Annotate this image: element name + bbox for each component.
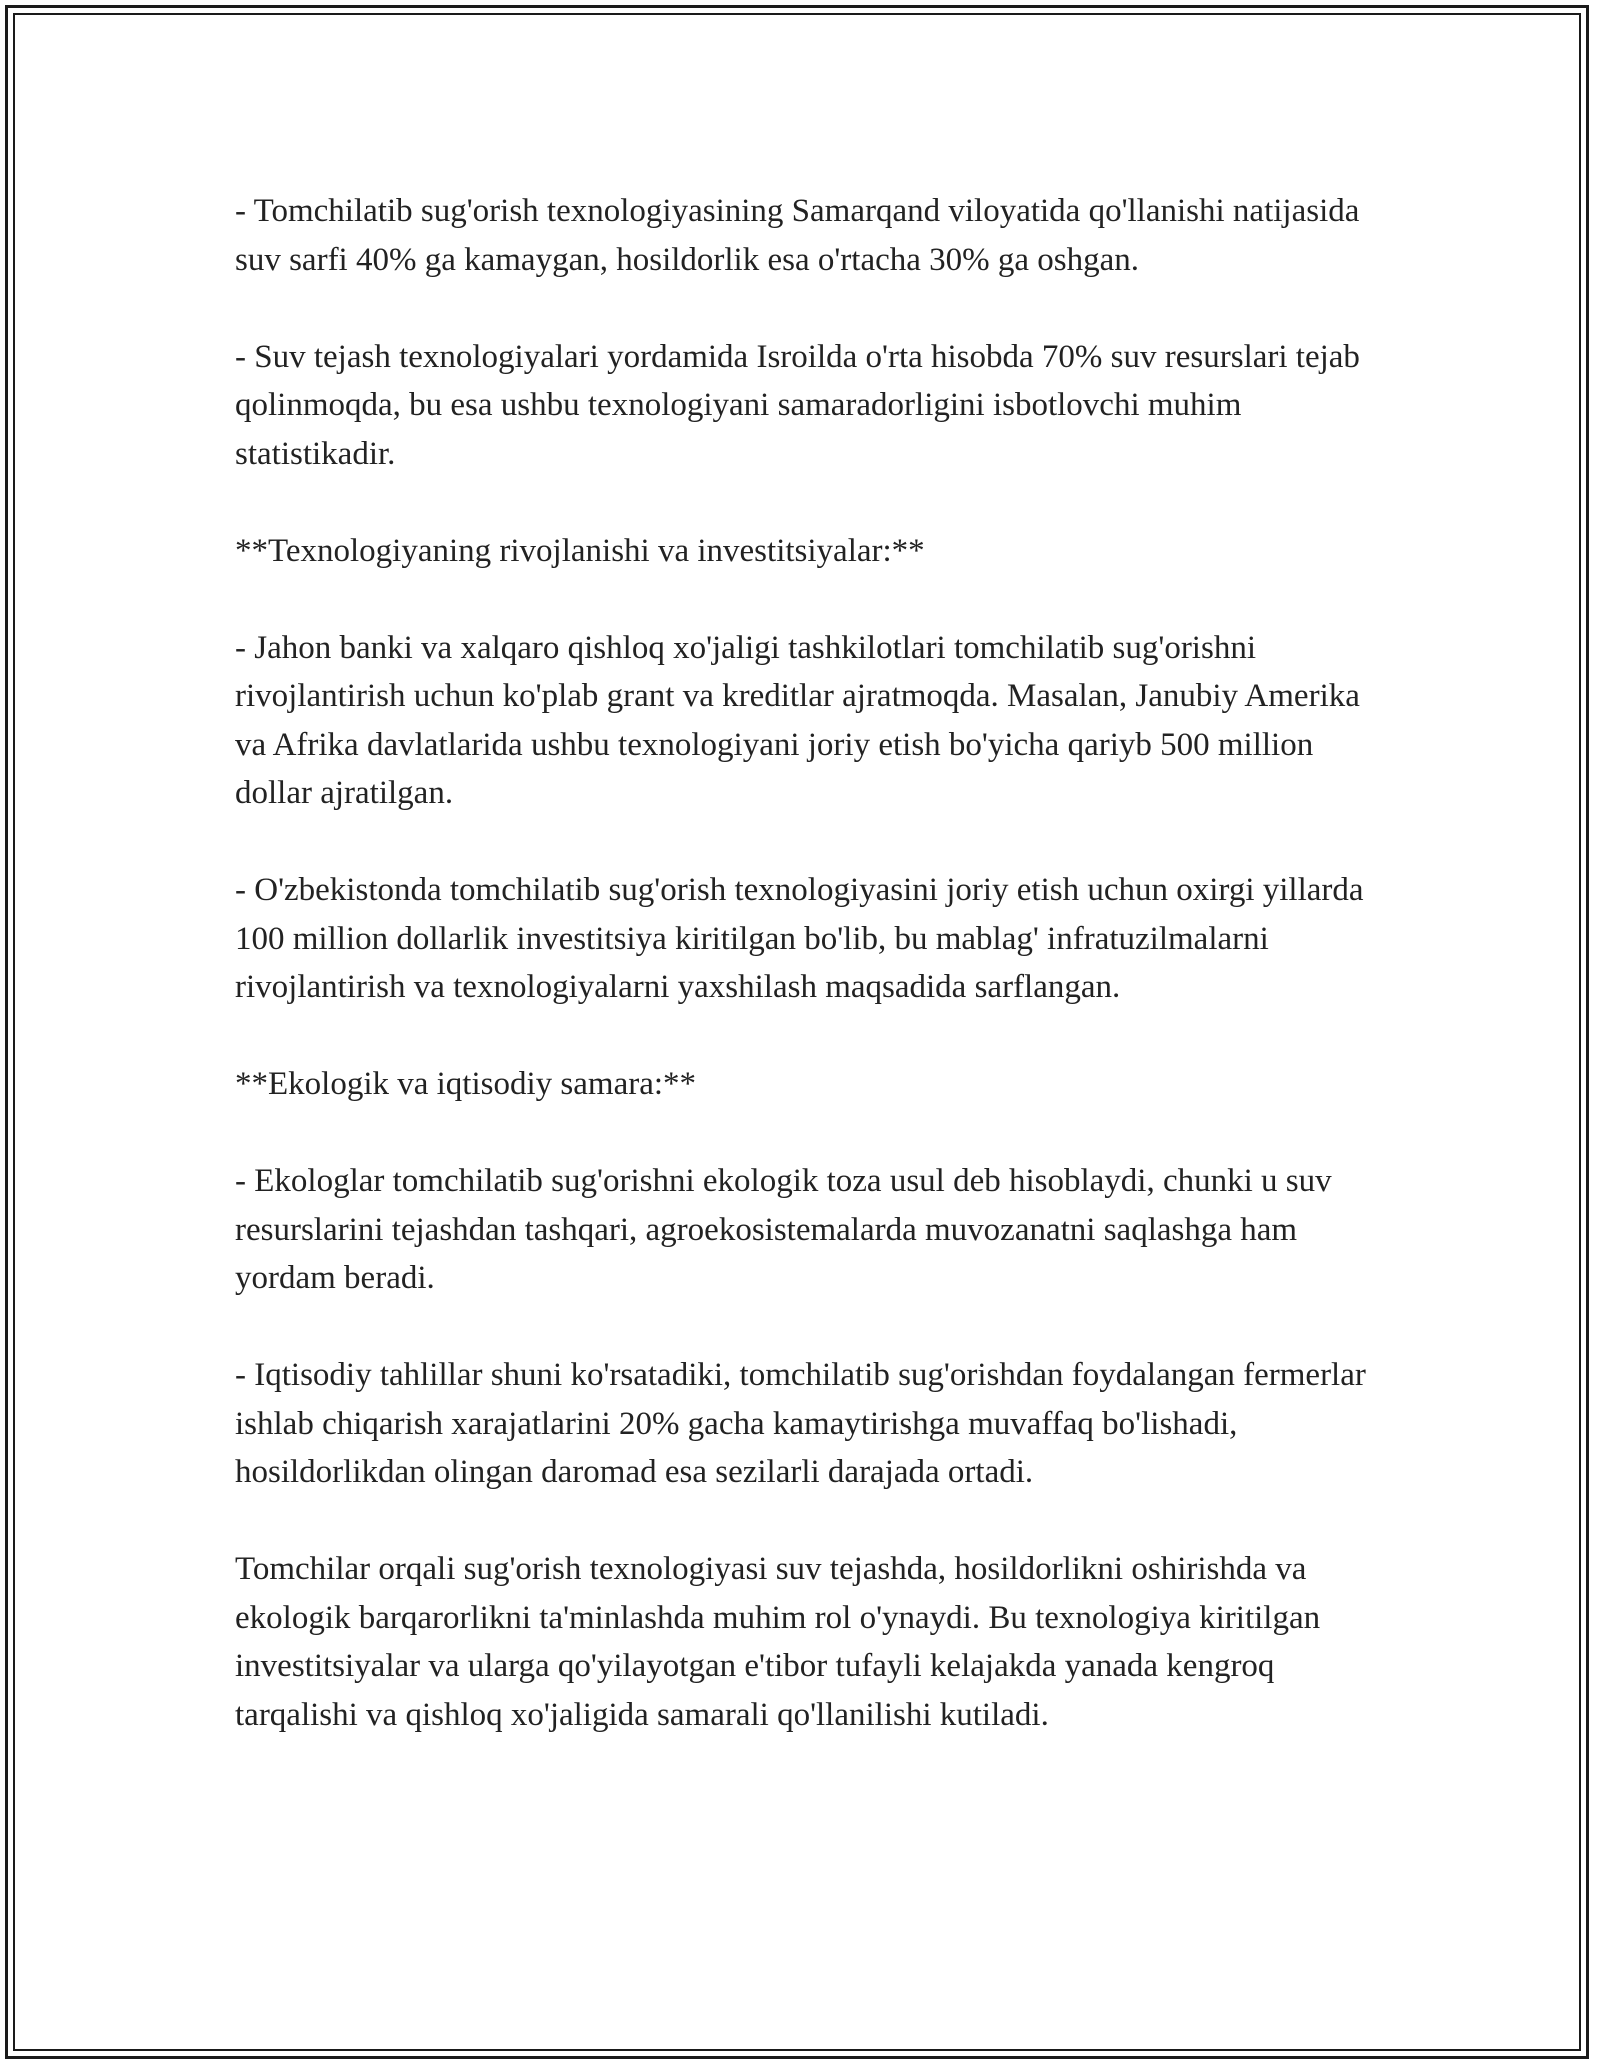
paragraph-conclusion: Tomchilar orqali sug'orish texnologiyasi suv tejashda, hosildorlikni oshirishda va ekologik barqarorlikni ta'minlashda muhim rol o'ynaydi. Bu texnologiya kiritilgan investitsiyalar va ularga qo'yilayotgan e'tibor tufayli kelajakda yanada kengroq tarqalishi va qishloq xo'jaligida samarali qo'llanilishi kutiladi. (235, 1551, 1321, 1733)
paragraph-ecologists: - Ekologlar tomchilatib sug'orishni ekologik toza usul deb hisoblaydi, chunki u suv resurslarini tejashdan tashqari, agroekosistemalarda muvozanatni saqlashga ham yordam beradi. (235, 1163, 1332, 1296)
paragraph-world-bank: - Jahon banki va xalqaro qishloq xo'jaligi tashkilotlari tomchilatib sug'orishni rivojlantirish uchun ko'plab grant va kreditlar ajratmoqda. Masalan, Janubiy Amerika va Afrika davlatlarida ushbu texnologiyani joriy etish bo'yicha qariyb 500 million dollar ajratilgan. (235, 629, 1360, 811)
paragraph-israel-stat: - Suv tejash texnologiyalari yordamida Isroilda o'rta hisobda 70% suv resurslari tejab qolinmoqda, bu esa ushbu texnologiyani samaradorligini isbotlovchi muhim statistikadir. (235, 338, 1360, 472)
section-heading-development-investments: **Texnologiyaning rivojlanishi va investitsiyalar:** (235, 532, 925, 569)
section-heading-ecological-economic: **Ekologik va iqtisodiy samara:** (235, 1066, 697, 1102)
paragraph-uzbekistan-investment: - O'zbekistonda tomchilatib sug'orish texnologiyasini joriy etish uchun oxirgi yillarda 100 million dollarlik investitsiya kiritilgan bo'lib, bu mablag' infratuzilmalarni rivojlantirish va texnologiyalarni yaxshilash maqsadida sarflangan. (235, 872, 1364, 1005)
paragraph-samarqand-stat: - Tomchilatib sug'orish texnologiyasining Samarqand viloyatida qo'llanishi natijasida suv sarfi 40% ga kamaygan, hosildorlik esa o'rtacha 30% ga oshgan. (235, 193, 1360, 278)
document-body (235, 187, 1375, 1739)
paragraph-economic-analysis: - Iqtisodiy tahlillar shuni ko'rsatadiki, tomchilatib sug'orishdan foydalangan fermerlar ishlab chiqarish xarajatlarini 20% gacha kamaytirishga muvaffaq bo'lishadi, hosildorlikdan olingan daromad esa sezilarli darajada ortadi. (235, 1357, 1366, 1490)
